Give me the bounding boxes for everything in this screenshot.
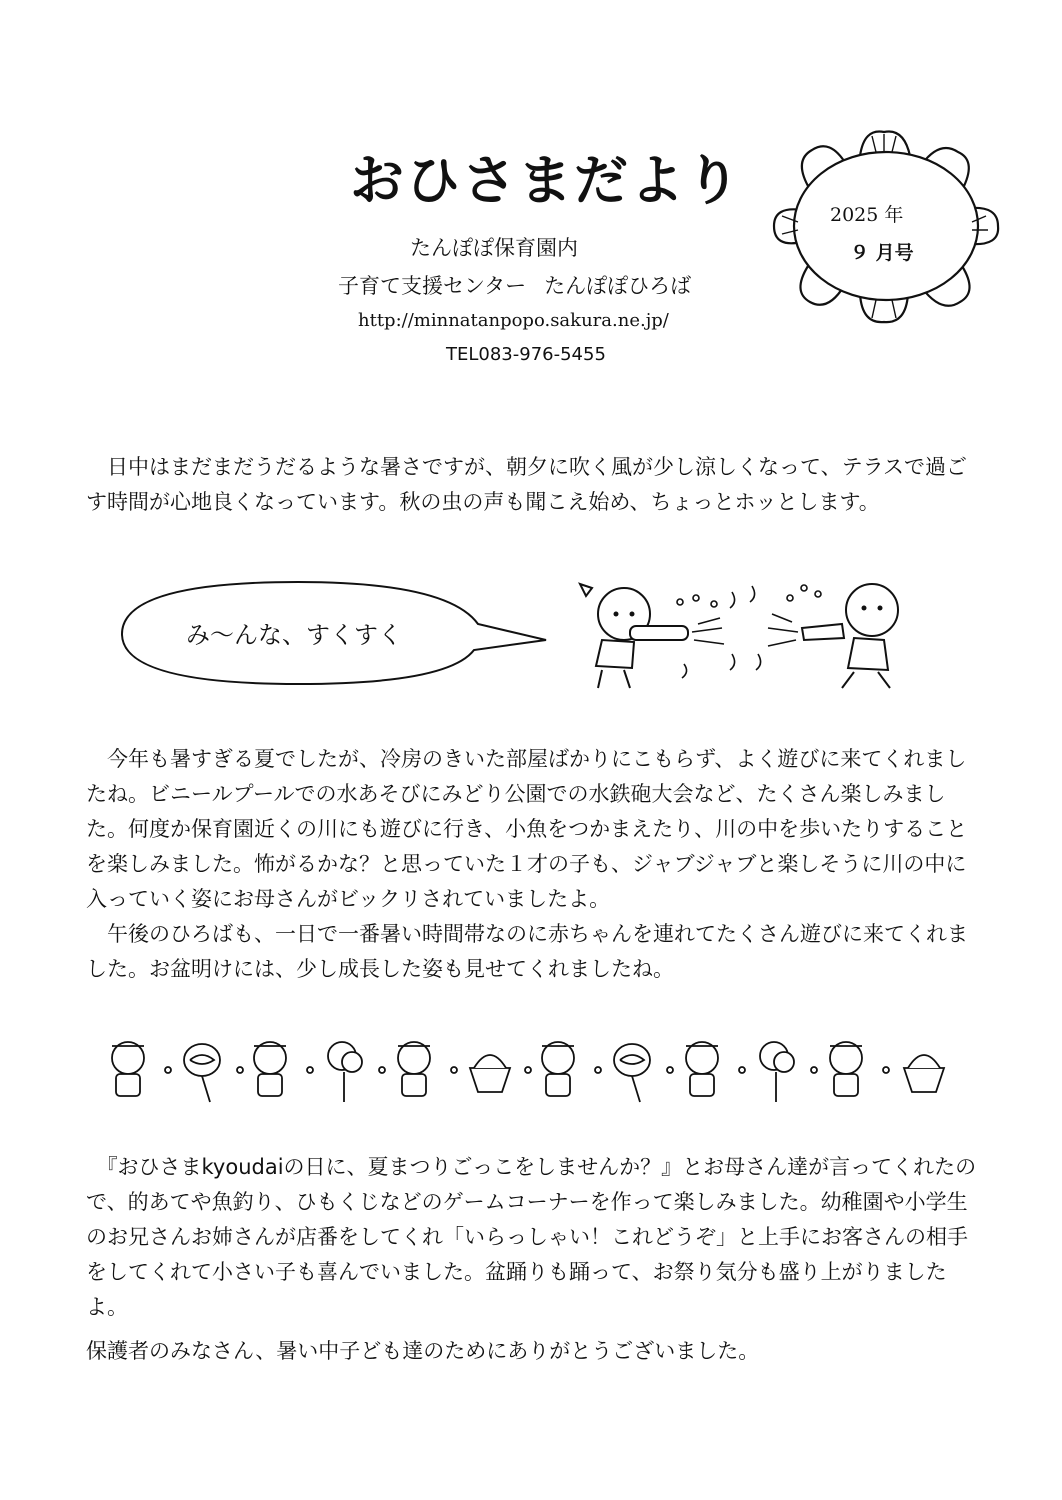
org-plaza-name: たんぽぽひろば: [544, 274, 692, 298]
org-name-line1: たんぽぽ保育園内: [410, 236, 578, 260]
issue-year: 2025 年: [830, 204, 904, 226]
summer-text-1: 今年も暑すぎる夏でしたが、冷房のきいた部屋ばかりにこもらず、よく遊びに来てくれましたね。ビニールプールでの水あそびにみどり公園での水鉄砲大会など、たくさん楽しみました。何度か保育園近くの川にも遊びに行き、小魚をつかまえたり、川の中を歩いたりすることを楽しみました。怖がるかな？と思っていた１才の子も、ジャブジャブと楽しそうに川の中に入っていく姿にお母さんがビックリされていましたよ。: [86, 747, 968, 911]
closing-paragraph: [86, 1334, 986, 1369]
festival-paragraph: [86, 1150, 986, 1325]
festival-border-icon: [100, 1032, 980, 1108]
closing-text: 保護者のみなさん、暑い中子ども達のためにありがとうございました。: [86, 1339, 760, 1363]
issue-month: ９ 月号: [850, 242, 914, 264]
festival-text: 『おひさまkyoudaiの日に、夏まつりごっこをしませんか？』とお母さん達が言ってくれたので、的あてや魚釣り、ひもくじなどのゲームコーナーを作って楽しみました。幼稚園や小学生のお兄さんお姉さんが店番をしてくれ「いらっしゃい！これどうぞ」と上手にお客さんの相手をしてくれて小さい子も喜んでいました。盆踊りも踊って、お祭り気分も盛り上がりましたよ。: [86, 1155, 977, 1319]
summer-paragraph-2: [86, 917, 986, 987]
intro-text: 日中はまだまだうだるような暑さですが、朝夕に吹く風が少し涼しくなって、テラスで過ごす時間が心地良くなっています。秋の虫の声も聞こえ始め、ちょっとホッとします。: [86, 455, 967, 514]
org-center-name: 子育て支援センター: [338, 274, 527, 298]
intro-paragraph: [86, 450, 986, 520]
summer-text-2: 午後のひろばも、一日で一番暑い時間帯なのに赤ちゃんを連れてたくさん遊びに来てくれました。お盆明けには、少し成長した姿も見せてくれましたね。: [86, 922, 968, 981]
website-url: http://minnatanpopo.sakura.ne.jp/: [358, 310, 669, 331]
org-name-line2: [338, 270, 691, 300]
summer-paragraph-1: [86, 742, 986, 917]
bubble-text: み～んな、すくすく: [186, 621, 402, 649]
phone-number: TEL083-976-5455: [446, 344, 606, 365]
newsletter-title: おひさまだより: [350, 149, 742, 212]
summer-section: [86, 742, 986, 987]
kids-water-gun-illustration-icon: [572, 574, 932, 694]
